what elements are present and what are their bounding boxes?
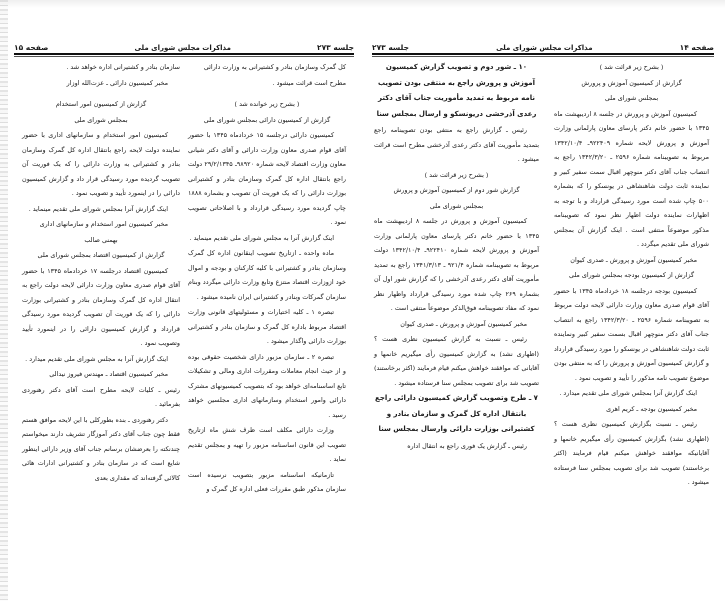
page-header [14,38,354,52]
signature-name: بهمنی صالب [84,235,118,244]
agenda-item-heading: ۱۰ ـ شور دوم و تصویب گزارش کمیسیون آموزش و پرورش راجع به منتفی بودن تصویب نامه مربوط به تمدید مأموریت جناب آقای دکتر رعدی آذرخشی دریونسکو و ارسال بمجلس سنا [376,63,537,118]
read-notice: ( بشرح زیر خوانده شد ) [234,100,300,108]
header-rule [14,53,354,57]
speaker-paragraph: رئیس ـ گزارش یک فوری راجع به انتقال اداره [407,441,527,450]
note-1: تبصره ۱ ـ کلیه اختیارات و مسئولیتهای قانونی وزارت اقتصاد مربوط باداره کل گمرک و سازمان بنادر و کشتیرانی بوزارت دارائی واگذار میشود . [188,308,346,345]
header-title: مذاکرات مجلس شورای ملی [134,44,231,52]
header-rule [372,53,714,57]
header-title: مذاکرات مجلس شورای ملی [496,44,593,52]
paragraph: کمیسیون آموزش و پرورش در جلسه ۸ اردیبهشت ماه ۱۳۴۵ با حضور خانم دکتر پارسای معاون پارلمانی وزارت آموزش و پرورش لایحه شماره ۹۲۲۴۱۰ـ ۱۳۴۲/۱۰/۴ دولت مربوط به تصویبنامه شماره ۹۲۱/۴ ـ ۱۳۴۱/۳/۱۳ راجع به تمدید مأموریت آقای دکتر رعدی آذرخشی را که گزارش شور اول آن بشماره ۲۶۹ چاپ شده مورد رسیدگی قرارداد واظهار نظر نمود که مفاد تصویبنامه فوق‌الذکر موضوعاً منتفی است . [374,217,539,312]
paragraph: سازمان بنادر و کشتیرانی اداره خواهد شد . [66,63,180,71]
paragraph: کمیسیون آموزش و پرورش در جلسه ۸ اردیبهشت ماه ۱۳۴۵ با حضور خانم دکتر پارسای معاون پارلمانی وزارت آموزش و پرورش لایحه شماره ۹۲۲۴۰۹ـ ۱۳۴۲/۱۰/۴ مربوط به تصویبنامه شماره ۲۵۹۶ ـ ۱۳۴۲/۳/۲۰ راجع به انتصاب جناب آقای دکتر منوچهر اقبال سمت سفیر کبیر و نماینده ثابت دولت شاهنشاهی در یونسکو را که بشماره ۵۰۰ چاپ شده است مورد رسیدگی قرارداد و با توجه به اظهارات نماینده دولت اظهار نظر نمود که تصویبنامه مذکور موضوعاً منتفی است . اینک گزارش آن بمجلس شورای ملی تقدیم میگردد . [554,109,709,248]
read-notice: ( بشرح زیر قرائت شد ) [424,170,489,179]
report-heading: گزارش از کمیسیون امور استخدام [55,100,147,108]
paragraph: کل گمرک وسازمان بنادر و کشتیرانی به وزارت دارائی [203,63,346,71]
single-article: ماده واحده ـ ازتاریخ تصویب اینقانون اداره کل گمرک وسازمان بنادر و کشتیرانی با کلیه کارکنان و بودجه و اموال خود ازوزارت اقتصاد منتزع وتابع وزارت دارائی میگردد وبنام سازمان گمرکات وبنادر و کشتیرانی ایران نامیده میشود . [188,249,346,301]
paragraph: اینک گزارش آنرا بمجلس شورای ملی تقدیم میدارد . [559,389,697,397]
signature: مخبر کمیسیون آموزش و پرورش ـ صدری کیوان [570,255,697,264]
report-heading: گزارش از کمیسیون دارائی بمجلس شورای ملی [203,115,331,124]
paragraph: اینک گزارش آنرا به مجلس شورای ملی تقدیم میدارد . [25,354,168,363]
signature: مخبر کمیسیون آموزش و پرورش ـ صدری کیوان [400,319,527,328]
note-2: تبصره ۲ ـ سازمان مزبور دارای شخصیت حقوقی بوده و از حیث انجام معاملات ومقررات اداری ومالی و تشکیلات تابع اساسنامه‌ای خواهد بود که بتصویب کمیسیونهای مشترک دارائی وامور استخدام وسازمانهای اداری مجلسین خواهد رسید . [188,352,346,419]
speaker-paragraph: رئیس ـ نسبت به گزارش کمیسیون نظری هست ؟ (اظهاری نشد) به گزارش کمیسیون رأی میگیریم خانمها و آقایانی که موافقند خواهش میکنم قیام فرمایند (اکثر برخاستند) تصویب شد برای تصویب بمجلس سنا فرستاده میشود . [374,335,539,387]
session-label: جلسه ۲۷۳ [372,43,409,52]
report-heading: گزارش از کمیسیون بودجه بمجلس شورای ملی [568,271,695,279]
paragraph: مطرح است قرائت میشود . [272,78,346,87]
column-right [554,60,709,491]
column-right [188,60,346,498]
paragraph: کمیسیون دارائی درجلسه ۱۵ خردادماه ۱۳۴۵ با حضور آقای قوام صدری معاون وزارت دارائی و آقای دکتر شیانی معاون وزارت اقتصاد لایحه شماره ۹۸۹۲۰ـ ۲۹/۲/۱۳۴۵ دولت راجع بانتقال اداره کل گمرک وسازمان بنادر و کشتیرانی بوزارت دارائی را که یک فوریت آن تصویب و بشماره ۱۸۸۸ چاپ گردیده مورد رسیدگی قرارداد و با اصلاحاتی تصویب نمود . [188,131,346,226]
signature: مخبر کمیسیون امور استخدام و سازمانهای اداری [39,220,168,228]
paragraph: وزارت دارائی مکلف است ظرف شش ماه ازتاریخ تصویب این قانون اساسنامه مزبور را تهیه و بمجلس تقدیم نماید . [188,426,346,463]
paragraph: تازمانیکه اساسنامه مزبور بتصویب نرسیده است سازمان مذکور طبق مقررات فعلی اداره کل گمرک و [188,470,346,493]
paragraph: اینک گزارش آنرا بمجلس شورای ملی تقدیم مینماید . [28,204,168,213]
page-number: صفحه ۱۴ [679,43,714,52]
speaker-paragraph: رئیس ـ کلیات لایحه مطرح است آقای دکتر رهنوردی بفرمائید . [22,385,180,408]
speaker-paragraph: رئیس ـ گزارش راجع به منتفی بودن تصویبنامه راجع بتمدید مأموریت آقای دکتر رعدی آذرخشی مطرح است قرائت میشود . [374,126,539,163]
page-14 [362,0,724,601]
paragraph: کمیسیون اقتصاد درجلسه ۱۷ خردادماه ۱۳۴۵ با حضور آقای قوام صدری معاون وزارت دارائی لایحه دولت راجع به انتقال اداره کل گمرک وسازمان بنادر و کشتیرانی بوزارت دارائی را که یک فوریت آن تصویب گردیده مورد رسیدگی قرارداد و گزارش کمیسیون دارائی را در اینمورد تأیید وتصویب نمود . [22,266,180,347]
page-header [372,38,714,52]
speaker-paragraph: رئیس ـ نسبت بگزارش کمیسیون نظری هست ؟ (اظهاری نشد) بگزارش کمیسیون رأی میگیریم خانمها و آقایانیکه موافقند خواهش میکنم قیام فرمایند (اکثر برخاستند) تصویب شد برای تصویب بمجلس سنا فرستاده میشود . [554,420,709,486]
report-heading: گزارش شور دوم از کمیسیون آموزش و پرورش [393,186,520,194]
report-heading: گزارش از کمیسیون آموزش و پرورش [581,78,682,87]
session-label: جلسه ۲۷۳ [317,43,354,52]
paragraph: اینک گزارش آنرا به مجلس شورای ملی تقدیم مینماید . [189,233,334,242]
page-number: صفحه ۱۵ [14,43,49,52]
read-notice: ( بشرح زیر قرائت شد ) [599,63,664,71]
page-15 [0,0,362,601]
signature: مخبر کمیسیون بودجه ـ کریم اهری [606,404,697,413]
signature: مخبر کمیسیون دارائی ـ عزت‌الله اوزار [66,78,168,87]
agenda-item-heading: ۷ ـ طرح وتصویب گزارش کمیسیون دارائی راجع بانتقال اداره کل گمرک و سازمان بنادر و کشتیرانی بوزارت دارائی وارسال بمجلس سنا [375,394,538,433]
paragraph: کمیسیون امور استخدام و سازمانهای اداری با حضور نماینده دولت لایحه راجع بانتقال اداره کل گمرک وسازمان بنادر و کشتیرانی به وزارت دارائی را که یک فوریت آن تصویب گردیده مورد رسیدگی قرار داد و گزارش کمیسیون دارائی را در اینمورد تأیید و تصویب نمود . [22,131,180,197]
report-heading: گزارش از کمیسیون اقتصاد بمجلس شورای ملی [37,251,165,259]
report-heading: بمجلس شورای ملی [604,94,659,102]
report-heading: بمجلس شورای ملی [429,201,484,210]
signature: مخبر کمیسیون اقتصاد ـ مهندس فیروز نیدالی [49,370,168,378]
report-heading: بمجلس شورای ملی [74,115,128,124]
speaker-paragraph: دکتر رهنوردی ـ بنده بطورکلی با این لایحه موافق هستم فقط چون جناب آقای دکتر آموزگار تشریف دارند میخواستم چندنکته را بعرضشان برسانم جناب آقای وزیر دارائی اینطور شایع است که در سازمان بنادر و کشتیرانی ادارات هائی کالائی گرفته‌اند که مقداری بعدی [22,415,180,482]
column-left [374,60,539,454]
paragraph: کمیسیون بودجه درجلسه ۱۸ خردادماه ۱۳۴۵ با حضور آقای قوام صدری معاون وزارت دارائی لایحه دولت مربوط به تصویبنامه شماره ۲۵۹۶ ـ ۱۳۴۲/۳/۲۰ راجع به انتصاب جناب آقای دکتر منوچهر اقبال بسمت سفیر کبیر ونماینده ثابت دولت شاهنشاهی در یونسکو را مورد رسیدگی قرارداد و گزارش کمیسیون آموزش و پرورش را که به منتفی بودن موضوع تصویب نامه مذکور را تأیید و تصویب نمود . [554,286,709,382]
column-left [22,60,180,486]
